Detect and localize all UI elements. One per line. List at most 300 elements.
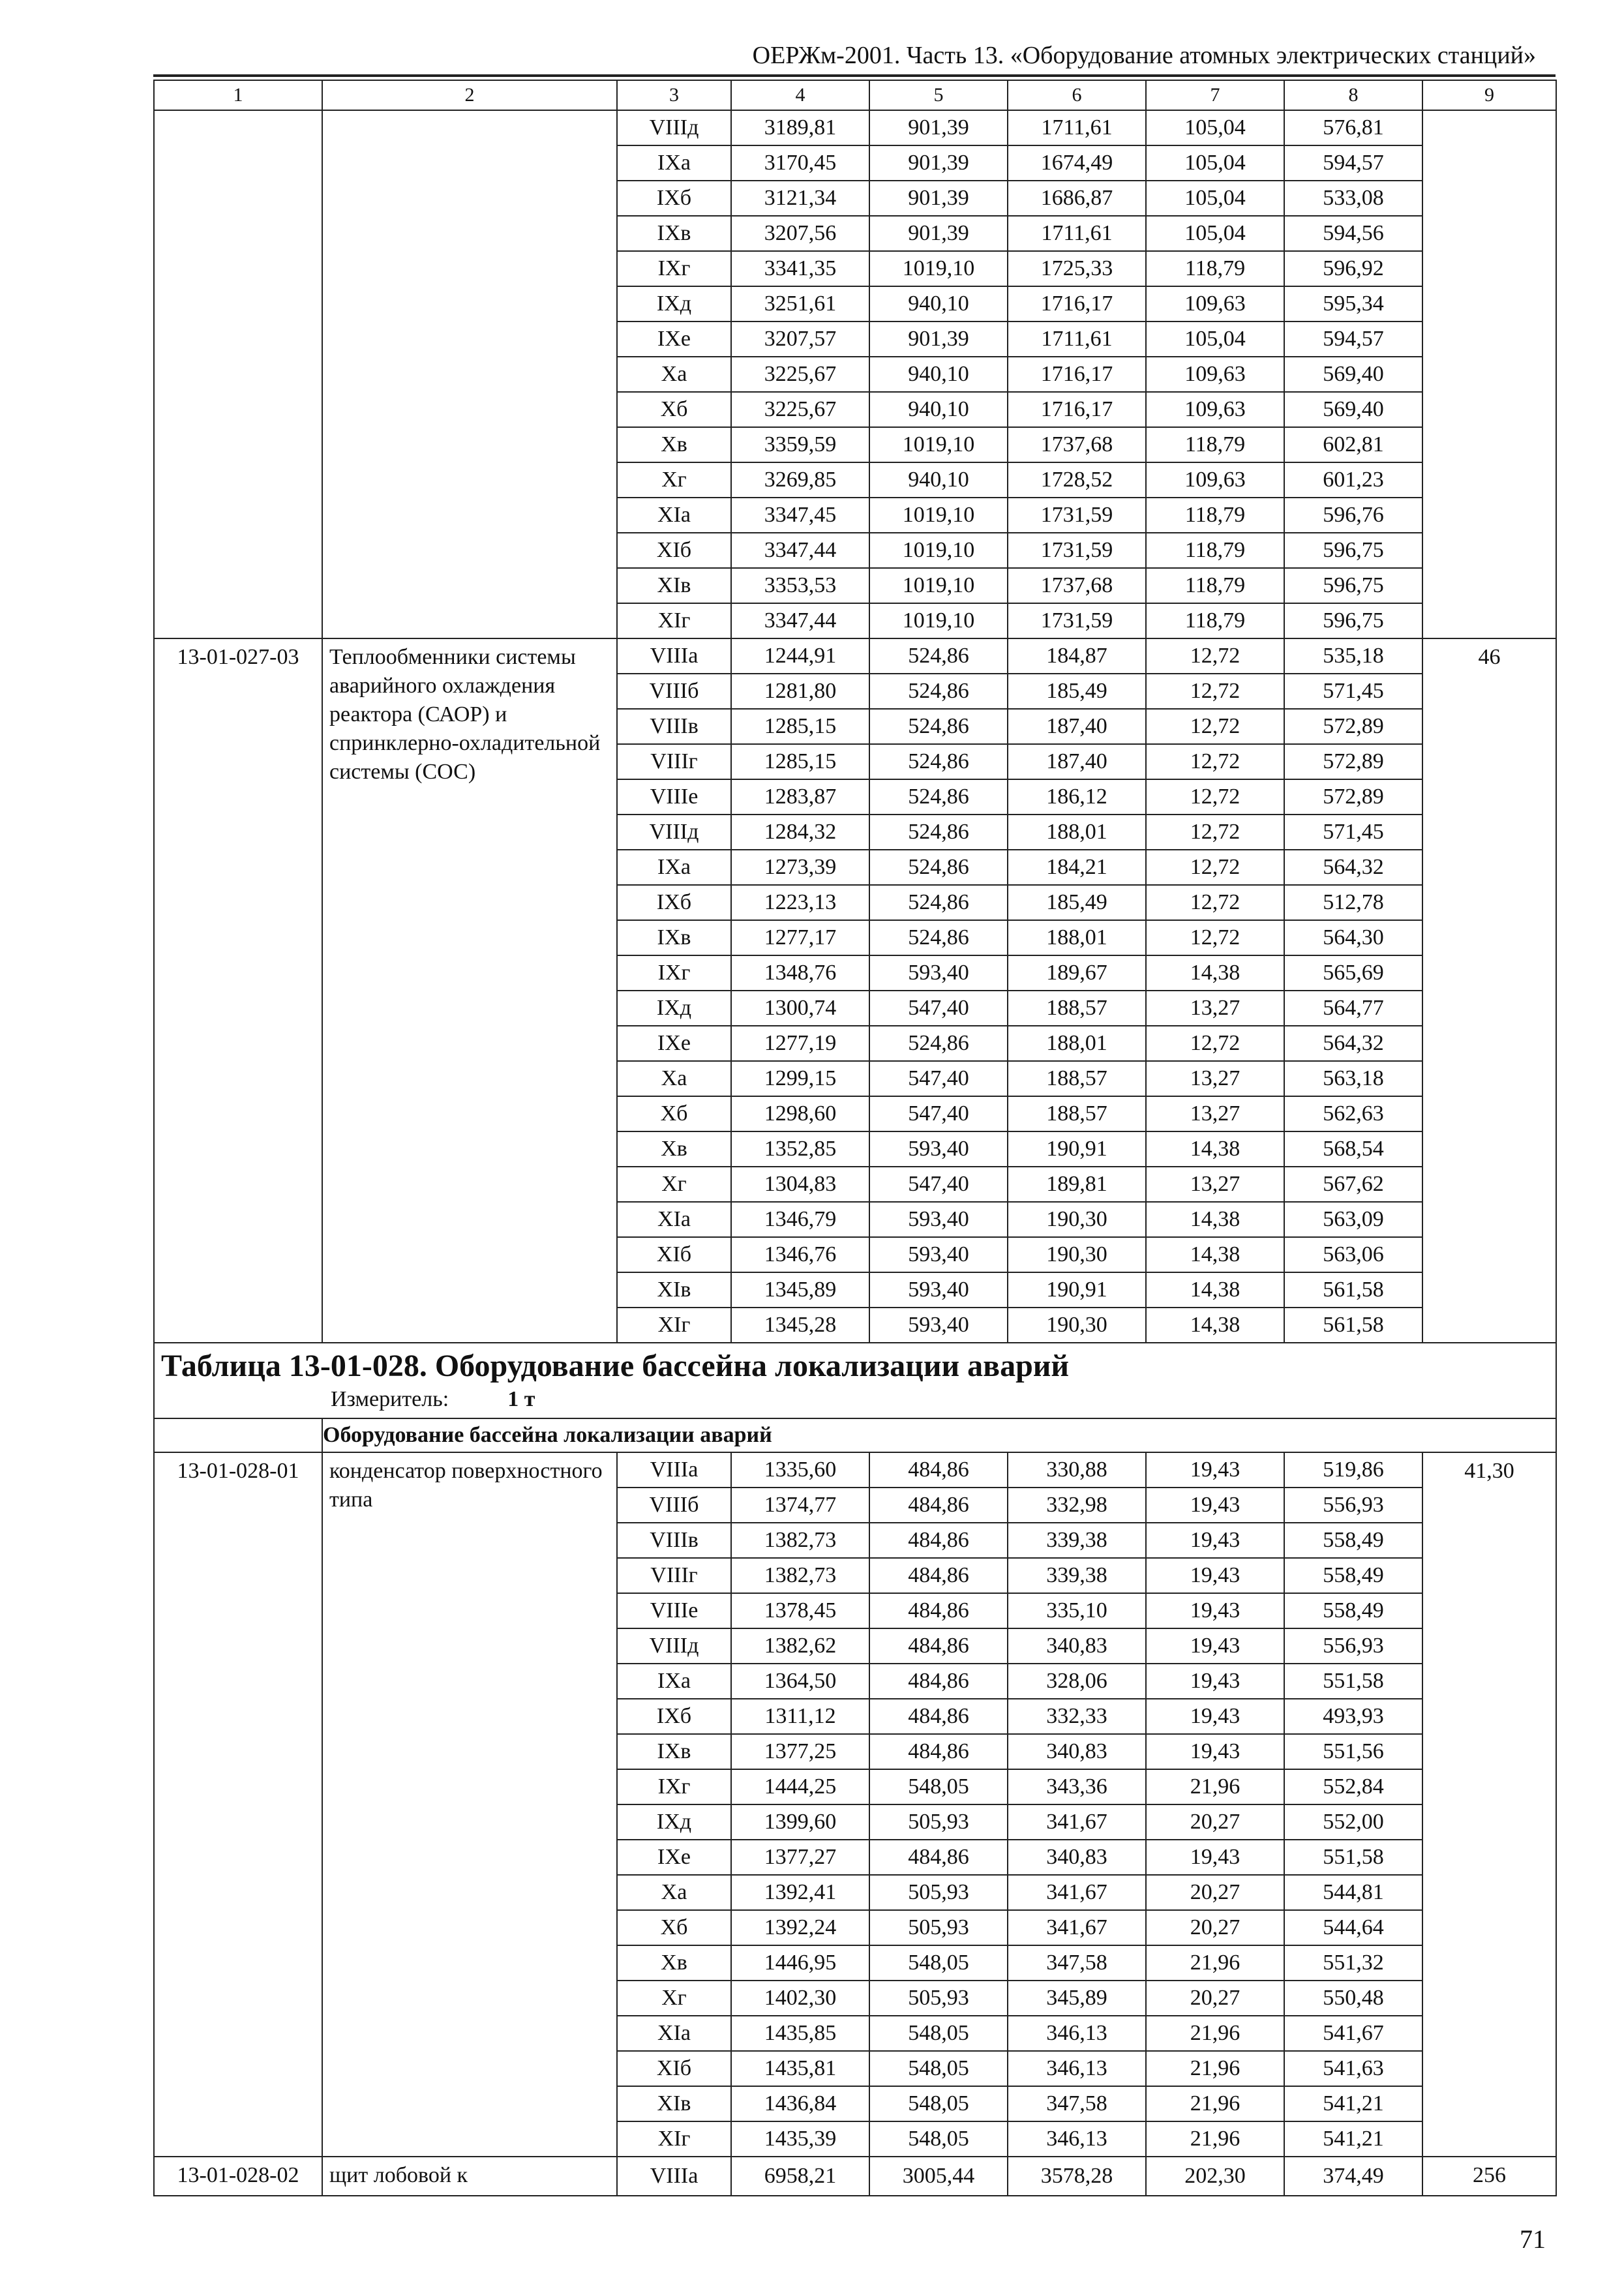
value-cell: 12,72: [1146, 850, 1284, 885]
value-cell: 1277,19: [731, 1026, 869, 1061]
value-cell: 548,05: [869, 2051, 1008, 2086]
unit-value: 1 т: [507, 1387, 535, 1411]
value-cell: 484,86: [869, 1452, 1008, 1488]
col-number: 5: [869, 80, 1008, 110]
value-cell: 548,05: [869, 2121, 1008, 2157]
value-cell: 533,08: [1284, 181, 1422, 216]
zone-cell: XIг: [617, 1308, 731, 1343]
value-cell: 190,30: [1008, 1308, 1146, 1343]
value-cell: 593,40: [869, 1272, 1008, 1308]
value-cell: 341,67: [1008, 1875, 1146, 1910]
zone-cell: VIIIб: [617, 1488, 731, 1523]
value-cell: 12,72: [1146, 1026, 1284, 1061]
zone-cell: XIв: [617, 2086, 731, 2121]
value-cell: 564,32: [1284, 850, 1422, 885]
value-cell: 541,21: [1284, 2121, 1422, 2157]
value-cell: 188,01: [1008, 1026, 1146, 1061]
name-cell: щит лобовой к: [322, 2157, 617, 2196]
value-cell: 346,13: [1008, 2051, 1146, 2086]
unit-label: Измеритель:: [331, 1387, 449, 1411]
value-cell: 12,72: [1146, 885, 1284, 920]
value-cell: 512,78: [1284, 885, 1422, 920]
value-cell: 3341,35: [731, 251, 869, 286]
value-cell: 524,86: [869, 709, 1008, 744]
value-cell: 190,30: [1008, 1237, 1146, 1272]
value-cell: 1382,62: [731, 1628, 869, 1664]
zone-cell: IXд: [617, 286, 731, 322]
value-cell: 901,39: [869, 145, 1008, 181]
value-cell: 345,89: [1008, 1981, 1146, 2016]
col-number: 8: [1284, 80, 1422, 110]
value-cell: 19,43: [1146, 1664, 1284, 1699]
value-cell: 541,63: [1284, 2051, 1422, 2086]
zone-cell: XIб: [617, 1237, 731, 1272]
value-cell: 1273,39: [731, 850, 869, 885]
table-row: [154, 638, 1556, 674]
value-cell: 1711,61: [1008, 110, 1146, 145]
value-cell: 1311,12: [731, 1699, 869, 1734]
value-cell: 118,79: [1146, 533, 1284, 568]
section-unit: [161, 1385, 1549, 1414]
value-cell: 548,05: [869, 1769, 1008, 1804]
value-cell: 1435,85: [731, 2016, 869, 2051]
value-cell: 596,76: [1284, 498, 1422, 533]
value-cell: 118,79: [1146, 603, 1284, 638]
page-number: 71: [1520, 2224, 1546, 2254]
value-cell: 339,38: [1008, 1558, 1146, 1593]
zone-cell: IXг: [617, 1769, 731, 1804]
value-cell: 484,86: [869, 1523, 1008, 1558]
value-cell: 188,01: [1008, 920, 1146, 955]
col-number: 2: [322, 80, 617, 110]
value-cell: 339,38: [1008, 1523, 1146, 1558]
value-cell: 564,30: [1284, 920, 1422, 955]
value-cell: 1277,17: [731, 920, 869, 955]
value-cell: 3225,67: [731, 357, 869, 392]
value-cell: 1725,33: [1008, 251, 1146, 286]
value-cell: 3225,67: [731, 392, 869, 427]
section-header: [154, 1343, 1556, 1452]
value-cell: 1737,68: [1008, 427, 1146, 462]
value-cell: 109,63: [1146, 357, 1284, 392]
value-cell: 19,43: [1146, 1488, 1284, 1523]
value-cell: 484,86: [869, 1488, 1008, 1523]
value-cell: 19,43: [1146, 1628, 1284, 1664]
zone-cell: Xг: [617, 1981, 731, 2016]
value-cell: 940,10: [869, 392, 1008, 427]
value-cell: 341,67: [1008, 1910, 1146, 1945]
value-cell: 556,93: [1284, 1628, 1422, 1664]
value-cell: 571,45: [1284, 815, 1422, 850]
value-cell: 1298,60: [731, 1096, 869, 1131]
value-cell: 576,81: [1284, 110, 1422, 145]
value-cell: 561,58: [1284, 1308, 1422, 1343]
value-cell: 3578,28: [1008, 2157, 1146, 2196]
value-cell: 594,56: [1284, 216, 1422, 251]
table-body-part2: [154, 1452, 1556, 2196]
value-cell: 1686,87: [1008, 181, 1146, 216]
table-row: [154, 110, 1556, 145]
value-cell: 567,62: [1284, 1167, 1422, 1202]
value-cell: 1019,10: [869, 427, 1008, 462]
value-cell: 202,30: [1146, 2157, 1284, 2196]
value-cell: 332,98: [1008, 1488, 1146, 1523]
value-cell: 519,86: [1284, 1452, 1422, 1488]
value-cell: 21,96: [1146, 2086, 1284, 2121]
zone-cell: XIб: [617, 2051, 731, 2086]
value-cell: 1284,32: [731, 815, 869, 850]
value-cell: 524,86: [869, 850, 1008, 885]
value-cell: 1436,84: [731, 2086, 869, 2121]
value-cell: 551,58: [1284, 1840, 1422, 1875]
value-cell: 571,45: [1284, 674, 1422, 709]
mass-cell: 41,30: [1422, 1452, 1556, 2157]
value-cell: 593,40: [869, 1202, 1008, 1237]
col-number: 7: [1146, 80, 1284, 110]
zone-cell: Xа: [617, 1875, 731, 1910]
col-number: 6: [1008, 80, 1146, 110]
value-cell: 189,67: [1008, 955, 1146, 991]
value-cell: 1304,83: [731, 1167, 869, 1202]
value-cell: 563,18: [1284, 1061, 1422, 1096]
value-cell: 1019,10: [869, 533, 1008, 568]
value-cell: 593,40: [869, 1131, 1008, 1167]
value-cell: 1728,52: [1008, 462, 1146, 498]
value-cell: 551,56: [1284, 1734, 1422, 1769]
value-cell: 1399,60: [731, 1804, 869, 1840]
value-cell: 105,04: [1146, 145, 1284, 181]
zone-cell: VIIIв: [617, 709, 731, 744]
value-cell: 1374,77: [731, 1488, 869, 1523]
value-cell: 1285,15: [731, 744, 869, 779]
value-cell: 562,63: [1284, 1096, 1422, 1131]
value-cell: 1731,59: [1008, 533, 1146, 568]
value-cell: 19,43: [1146, 1840, 1284, 1875]
value-cell: 19,43: [1146, 1699, 1284, 1734]
value-cell: 524,86: [869, 744, 1008, 779]
value-cell: 335,10: [1008, 1593, 1146, 1628]
zone-cell: XIа: [617, 498, 731, 533]
value-cell: 548,05: [869, 1945, 1008, 1981]
name-cell: [322, 110, 617, 638]
col-number: 3: [617, 80, 731, 110]
zone-cell: Xб: [617, 1096, 731, 1131]
value-cell: 187,40: [1008, 709, 1146, 744]
value-cell: 551,58: [1284, 1664, 1422, 1699]
value-cell: 346,13: [1008, 2121, 1146, 2157]
value-cell: 1281,80: [731, 674, 869, 709]
table-row: [154, 1452, 1556, 1488]
value-cell: 484,86: [869, 1699, 1008, 1734]
value-cell: 505,93: [869, 1875, 1008, 1910]
value-cell: 340,83: [1008, 1628, 1146, 1664]
zone-cell: IXб: [617, 1699, 731, 1734]
zone-cell: Xв: [617, 1945, 731, 1981]
value-cell: 328,06: [1008, 1664, 1146, 1699]
value-cell: 12,72: [1146, 638, 1284, 674]
header-rule: [153, 74, 1556, 77]
value-cell: 505,93: [869, 1804, 1008, 1840]
value-cell: 940,10: [869, 462, 1008, 498]
value-cell: 190,30: [1008, 1202, 1146, 1237]
value-cell: 593,40: [869, 1237, 1008, 1272]
code-cell: 13-01-027-03: [154, 638, 322, 1343]
value-cell: 568,54: [1284, 1131, 1422, 1167]
value-cell: 524,86: [869, 638, 1008, 674]
value-cell: 547,40: [869, 991, 1008, 1026]
value-cell: 1674,49: [1008, 145, 1146, 181]
value-cell: 901,39: [869, 216, 1008, 251]
value-cell: 340,83: [1008, 1840, 1146, 1875]
zone-cell: IXб: [617, 885, 731, 920]
value-cell: 109,63: [1146, 286, 1284, 322]
value-cell: 1716,17: [1008, 392, 1146, 427]
value-cell: 940,10: [869, 357, 1008, 392]
value-cell: 1444,25: [731, 1769, 869, 1804]
value-cell: 547,40: [869, 1096, 1008, 1131]
value-cell: 3353,53: [731, 568, 869, 603]
value-cell: 484,86: [869, 1593, 1008, 1628]
zone-cell: VIIIд: [617, 1628, 731, 1664]
value-cell: 524,86: [869, 1026, 1008, 1061]
zone-cell: IXв: [617, 1734, 731, 1769]
value-cell: 105,04: [1146, 322, 1284, 357]
zone-cell: VIIIа: [617, 2157, 731, 2196]
value-cell: 118,79: [1146, 498, 1284, 533]
value-cell: 565,69: [1284, 955, 1422, 991]
value-cell: 564,77: [1284, 991, 1422, 1026]
value-cell: 20,27: [1146, 1804, 1284, 1840]
value-cell: 188,57: [1008, 1061, 1146, 1096]
value-cell: 21,96: [1146, 2051, 1284, 2086]
zone-cell: VIIIв: [617, 1523, 731, 1558]
col-number: 4: [731, 80, 869, 110]
value-cell: 596,75: [1284, 533, 1422, 568]
value-cell: 105,04: [1146, 216, 1284, 251]
value-cell: 1731,59: [1008, 603, 1146, 638]
value-cell: 547,40: [869, 1061, 1008, 1096]
page-header-title: ОЕРЖм-2001. Часть 13. «Оборудование атомных электрических станций»: [752, 42, 1536, 69]
value-cell: 332,33: [1008, 1699, 1146, 1734]
value-cell: 569,40: [1284, 357, 1422, 392]
value-cell: 118,79: [1146, 568, 1284, 603]
value-cell: 1377,25: [731, 1734, 869, 1769]
value-cell: 1402,30: [731, 1981, 869, 2016]
value-cell: 19,43: [1146, 1558, 1284, 1593]
value-cell: 20,27: [1146, 1981, 1284, 2016]
zone-cell: Xб: [617, 1910, 731, 1945]
value-cell: 1345,28: [731, 1308, 869, 1343]
section-title-row: [154, 1343, 1556, 1418]
value-cell: 551,32: [1284, 1945, 1422, 1981]
value-cell: 1731,59: [1008, 498, 1146, 533]
zone-cell: XIа: [617, 2016, 731, 2051]
value-cell: 1335,60: [731, 1452, 869, 1488]
code-cell: 13-01-028-02: [154, 2157, 322, 2196]
table-row: [154, 2157, 1556, 2196]
value-cell: 1019,10: [869, 251, 1008, 286]
value-cell: 1378,45: [731, 1593, 869, 1628]
zone-cell: XIб: [617, 533, 731, 568]
value-cell: 558,49: [1284, 1523, 1422, 1558]
value-cell: 1348,76: [731, 955, 869, 991]
value-cell: 548,05: [869, 2086, 1008, 2121]
value-cell: 563,06: [1284, 1237, 1422, 1272]
subsection-blank: [154, 1418, 322, 1452]
value-cell: 484,86: [869, 1558, 1008, 1593]
zone-cell: IXд: [617, 1804, 731, 1840]
zone-cell: Xг: [617, 462, 731, 498]
value-cell: 594,57: [1284, 322, 1422, 357]
value-cell: 544,81: [1284, 1875, 1422, 1910]
value-cell: 20,27: [1146, 1875, 1284, 1910]
value-cell: 118,79: [1146, 251, 1284, 286]
value-cell: 3251,61: [731, 286, 869, 322]
value-cell: 541,21: [1284, 2086, 1422, 2121]
mass-cell: 46: [1422, 638, 1556, 1343]
section-title-cell: [154, 1343, 1556, 1418]
value-cell: 1019,10: [869, 568, 1008, 603]
price-table: [153, 80, 1557, 2196]
mass-cell: [1422, 110, 1556, 638]
zone-cell: VIIIг: [617, 744, 731, 779]
value-cell: 13,27: [1146, 1167, 1284, 1202]
value-cell: 1377,27: [731, 1840, 869, 1875]
value-cell: 1446,95: [731, 1945, 869, 1981]
zone-cell: IXе: [617, 322, 731, 357]
value-cell: 1435,39: [731, 2121, 869, 2157]
value-cell: 1346,79: [731, 1202, 869, 1237]
value-cell: 188,57: [1008, 1096, 1146, 1131]
value-cell: 3170,45: [731, 145, 869, 181]
value-cell: 13,27: [1146, 991, 1284, 1026]
value-cell: 484,86: [869, 1628, 1008, 1664]
value-cell: 596,92: [1284, 251, 1422, 286]
value-cell: 186,12: [1008, 779, 1146, 815]
value-cell: 109,63: [1146, 462, 1284, 498]
value-cell: 1345,89: [731, 1272, 869, 1308]
column-number-row: [154, 80, 1556, 110]
value-cell: 901,39: [869, 110, 1008, 145]
value-cell: 3005,44: [869, 2157, 1008, 2196]
zone-cell: VIIIг: [617, 1558, 731, 1593]
value-cell: 1392,41: [731, 1875, 869, 1910]
zone-cell: Xв: [617, 427, 731, 462]
value-cell: 12,72: [1146, 815, 1284, 850]
value-cell: 346,13: [1008, 2016, 1146, 2051]
value-cell: 185,49: [1008, 674, 1146, 709]
zone-cell: IXе: [617, 1840, 731, 1875]
value-cell: 341,67: [1008, 1804, 1146, 1840]
value-cell: 19,43: [1146, 1452, 1284, 1488]
value-cell: 105,04: [1146, 110, 1284, 145]
value-cell: 105,04: [1146, 181, 1284, 216]
value-cell: 524,86: [869, 920, 1008, 955]
zone-cell: IXб: [617, 181, 731, 216]
value-cell: 374,49: [1284, 2157, 1422, 2196]
value-cell: 347,58: [1008, 2086, 1146, 2121]
value-cell: 552,00: [1284, 1804, 1422, 1840]
code-cell: 13-01-028-01: [154, 1452, 322, 2157]
zone-cell: IXг: [617, 955, 731, 991]
zone-cell: Xг: [617, 1167, 731, 1202]
value-cell: 3347,44: [731, 603, 869, 638]
value-cell: 12,72: [1146, 744, 1284, 779]
value-cell: 12,72: [1146, 709, 1284, 744]
value-cell: 14,38: [1146, 955, 1284, 991]
value-cell: 493,93: [1284, 1699, 1422, 1734]
value-cell: 184,21: [1008, 850, 1146, 885]
value-cell: 601,23: [1284, 462, 1422, 498]
value-cell: 484,86: [869, 1734, 1008, 1769]
value-cell: 14,38: [1146, 1308, 1284, 1343]
value-cell: 596,75: [1284, 568, 1422, 603]
zone-cell: IXд: [617, 991, 731, 1026]
value-cell: 524,86: [869, 885, 1008, 920]
value-cell: 572,89: [1284, 744, 1422, 779]
zone-cell: XIв: [617, 568, 731, 603]
value-cell: 21,96: [1146, 2016, 1284, 2051]
value-cell: 188,57: [1008, 991, 1146, 1026]
value-cell: 541,67: [1284, 2016, 1422, 2051]
zone-cell: Xа: [617, 1061, 731, 1096]
value-cell: 547,40: [869, 1167, 1008, 1202]
value-cell: 1352,85: [731, 1131, 869, 1167]
value-cell: 593,40: [869, 1308, 1008, 1343]
value-cell: 190,91: [1008, 1272, 1146, 1308]
value-cell: 548,05: [869, 2016, 1008, 2051]
col-number: 9: [1422, 80, 1556, 110]
value-cell: 505,93: [869, 1910, 1008, 1945]
value-cell: 340,83: [1008, 1734, 1146, 1769]
value-cell: 596,75: [1284, 603, 1422, 638]
value-cell: 1435,81: [731, 2051, 869, 2086]
value-cell: 556,93: [1284, 1488, 1422, 1523]
zone-cell: XIв: [617, 1272, 731, 1308]
zone-cell: VIIIа: [617, 638, 731, 674]
zone-cell: VIIIа: [617, 1452, 731, 1488]
value-cell: 1283,87: [731, 779, 869, 815]
value-cell: 12,72: [1146, 674, 1284, 709]
value-cell: 594,57: [1284, 145, 1422, 181]
value-cell: 19,43: [1146, 1523, 1284, 1558]
value-cell: 1382,73: [731, 1523, 869, 1558]
value-cell: 1285,15: [731, 709, 869, 744]
value-cell: 563,09: [1284, 1202, 1422, 1237]
value-cell: 189,81: [1008, 1167, 1146, 1202]
value-cell: 550,48: [1284, 1981, 1422, 2016]
value-cell: 21,96: [1146, 1769, 1284, 1804]
value-cell: 118,79: [1146, 427, 1284, 462]
value-cell: 901,39: [869, 322, 1008, 357]
value-cell: 14,38: [1146, 1237, 1284, 1272]
value-cell: 572,89: [1284, 779, 1422, 815]
zone-cell: IXа: [617, 850, 731, 885]
value-cell: 1019,10: [869, 603, 1008, 638]
value-cell: 109,63: [1146, 392, 1284, 427]
mass-cell: 256: [1422, 2157, 1556, 2196]
name-cell: конденсатор поверхностного типа: [322, 1452, 617, 2157]
price-table-container: [153, 80, 1556, 2196]
value-cell: 1716,17: [1008, 286, 1146, 322]
value-cell: 3121,34: [731, 181, 869, 216]
value-cell: 20,27: [1146, 1910, 1284, 1945]
value-cell: 3359,59: [731, 427, 869, 462]
zone-cell: VIIIе: [617, 779, 731, 815]
value-cell: 535,18: [1284, 638, 1422, 674]
zone-cell: XIа: [617, 1202, 731, 1237]
page-header: [153, 40, 1556, 77]
